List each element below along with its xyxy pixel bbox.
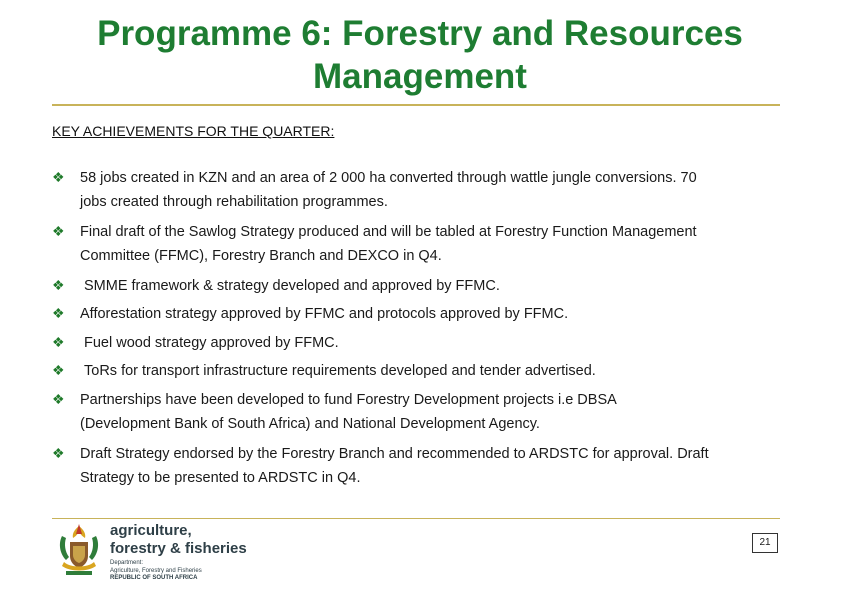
logo-line-2: forestry & fisheries (110, 540, 247, 557)
logo-sub-line-3: REPUBLIC OF SOUTH AFRICA (110, 575, 198, 581)
list-item-line: 58 jobs created in KZN and an area of 2 000 ha converted through wattle jungle conversions. 70 (80, 170, 697, 186)
list-item (52, 220, 782, 268)
list-item-line: Draft Strategy endorsed by the Forestry Branch and recommended to ARDSTC for approval. Draft (80, 446, 709, 462)
list-item (52, 166, 782, 214)
list-item-line: jobs created through rehabilitation programmes. (80, 194, 388, 210)
list-item (52, 302, 782, 326)
department-logo (52, 522, 252, 588)
diamond-bullet-icon: ❖ (52, 169, 65, 185)
diamond-bullet-icon: ❖ (52, 362, 65, 378)
list-item (52, 274, 782, 298)
logo-wordmark (110, 522, 247, 558)
list-item-line: (Development Bank of South Africa) and National Development Agency. (80, 416, 540, 432)
diamond-bullet-icon: ❖ (52, 391, 65, 407)
coat-of-arms-icon (52, 522, 106, 582)
title-divider (52, 104, 780, 106)
logo-subtext (110, 560, 202, 583)
slide-title-line-1: Programme 6: Forestry and Resources (97, 14, 743, 53)
footer-divider (52, 518, 780, 519)
slide-title-line-2: Management (313, 57, 527, 96)
diamond-bullet-icon: ❖ (52, 305, 65, 321)
list-item-line: Partnerships have been developed to fund Forestry Development projects i.e DBSA (80, 392, 617, 408)
logo-line-1: agriculture, (110, 522, 192, 539)
page-number: 21 (752, 533, 778, 553)
list-item (52, 388, 782, 436)
logo-sub-line-1: Department: (110, 560, 144, 566)
diamond-bullet-icon: ❖ (52, 334, 65, 350)
list-item-line: Afforestation strategy approved by FFMC and protocols approved by FFMC. (80, 306, 569, 322)
list-item-line: SMME framework & strategy developed and approved by FFMC. (84, 278, 500, 294)
diamond-bullet-icon: ❖ (52, 223, 65, 239)
logo-sub-line-2: Agriculture, Forestry and Fisheries (110, 567, 202, 574)
list-item-line: ToRs for transport infrastructure requirements developed and tender advertised. (84, 363, 596, 379)
list-item (52, 442, 782, 490)
list-item (52, 359, 782, 383)
diamond-bullet-icon: ❖ (52, 445, 65, 461)
list-item-line: Strategy to be presented to ARDSTC in Q4. (80, 470, 361, 486)
list-item-line: Final draft of the Sawlog Strategy produced and will be tabled at Forestry Function Management (80, 224, 697, 240)
section-heading: KEY ACHIEVEMENTS FOR THE QUARTER: (52, 123, 335, 139)
list-item-line: Committee (FFMC), Forestry Branch and DEXCO in Q4. (80, 248, 442, 264)
list-item-line: Fuel wood strategy approved by FFMC. (84, 335, 339, 351)
slide-title (40, 12, 800, 98)
diamond-bullet-icon: ❖ (52, 277, 65, 293)
list-item (52, 331, 782, 355)
